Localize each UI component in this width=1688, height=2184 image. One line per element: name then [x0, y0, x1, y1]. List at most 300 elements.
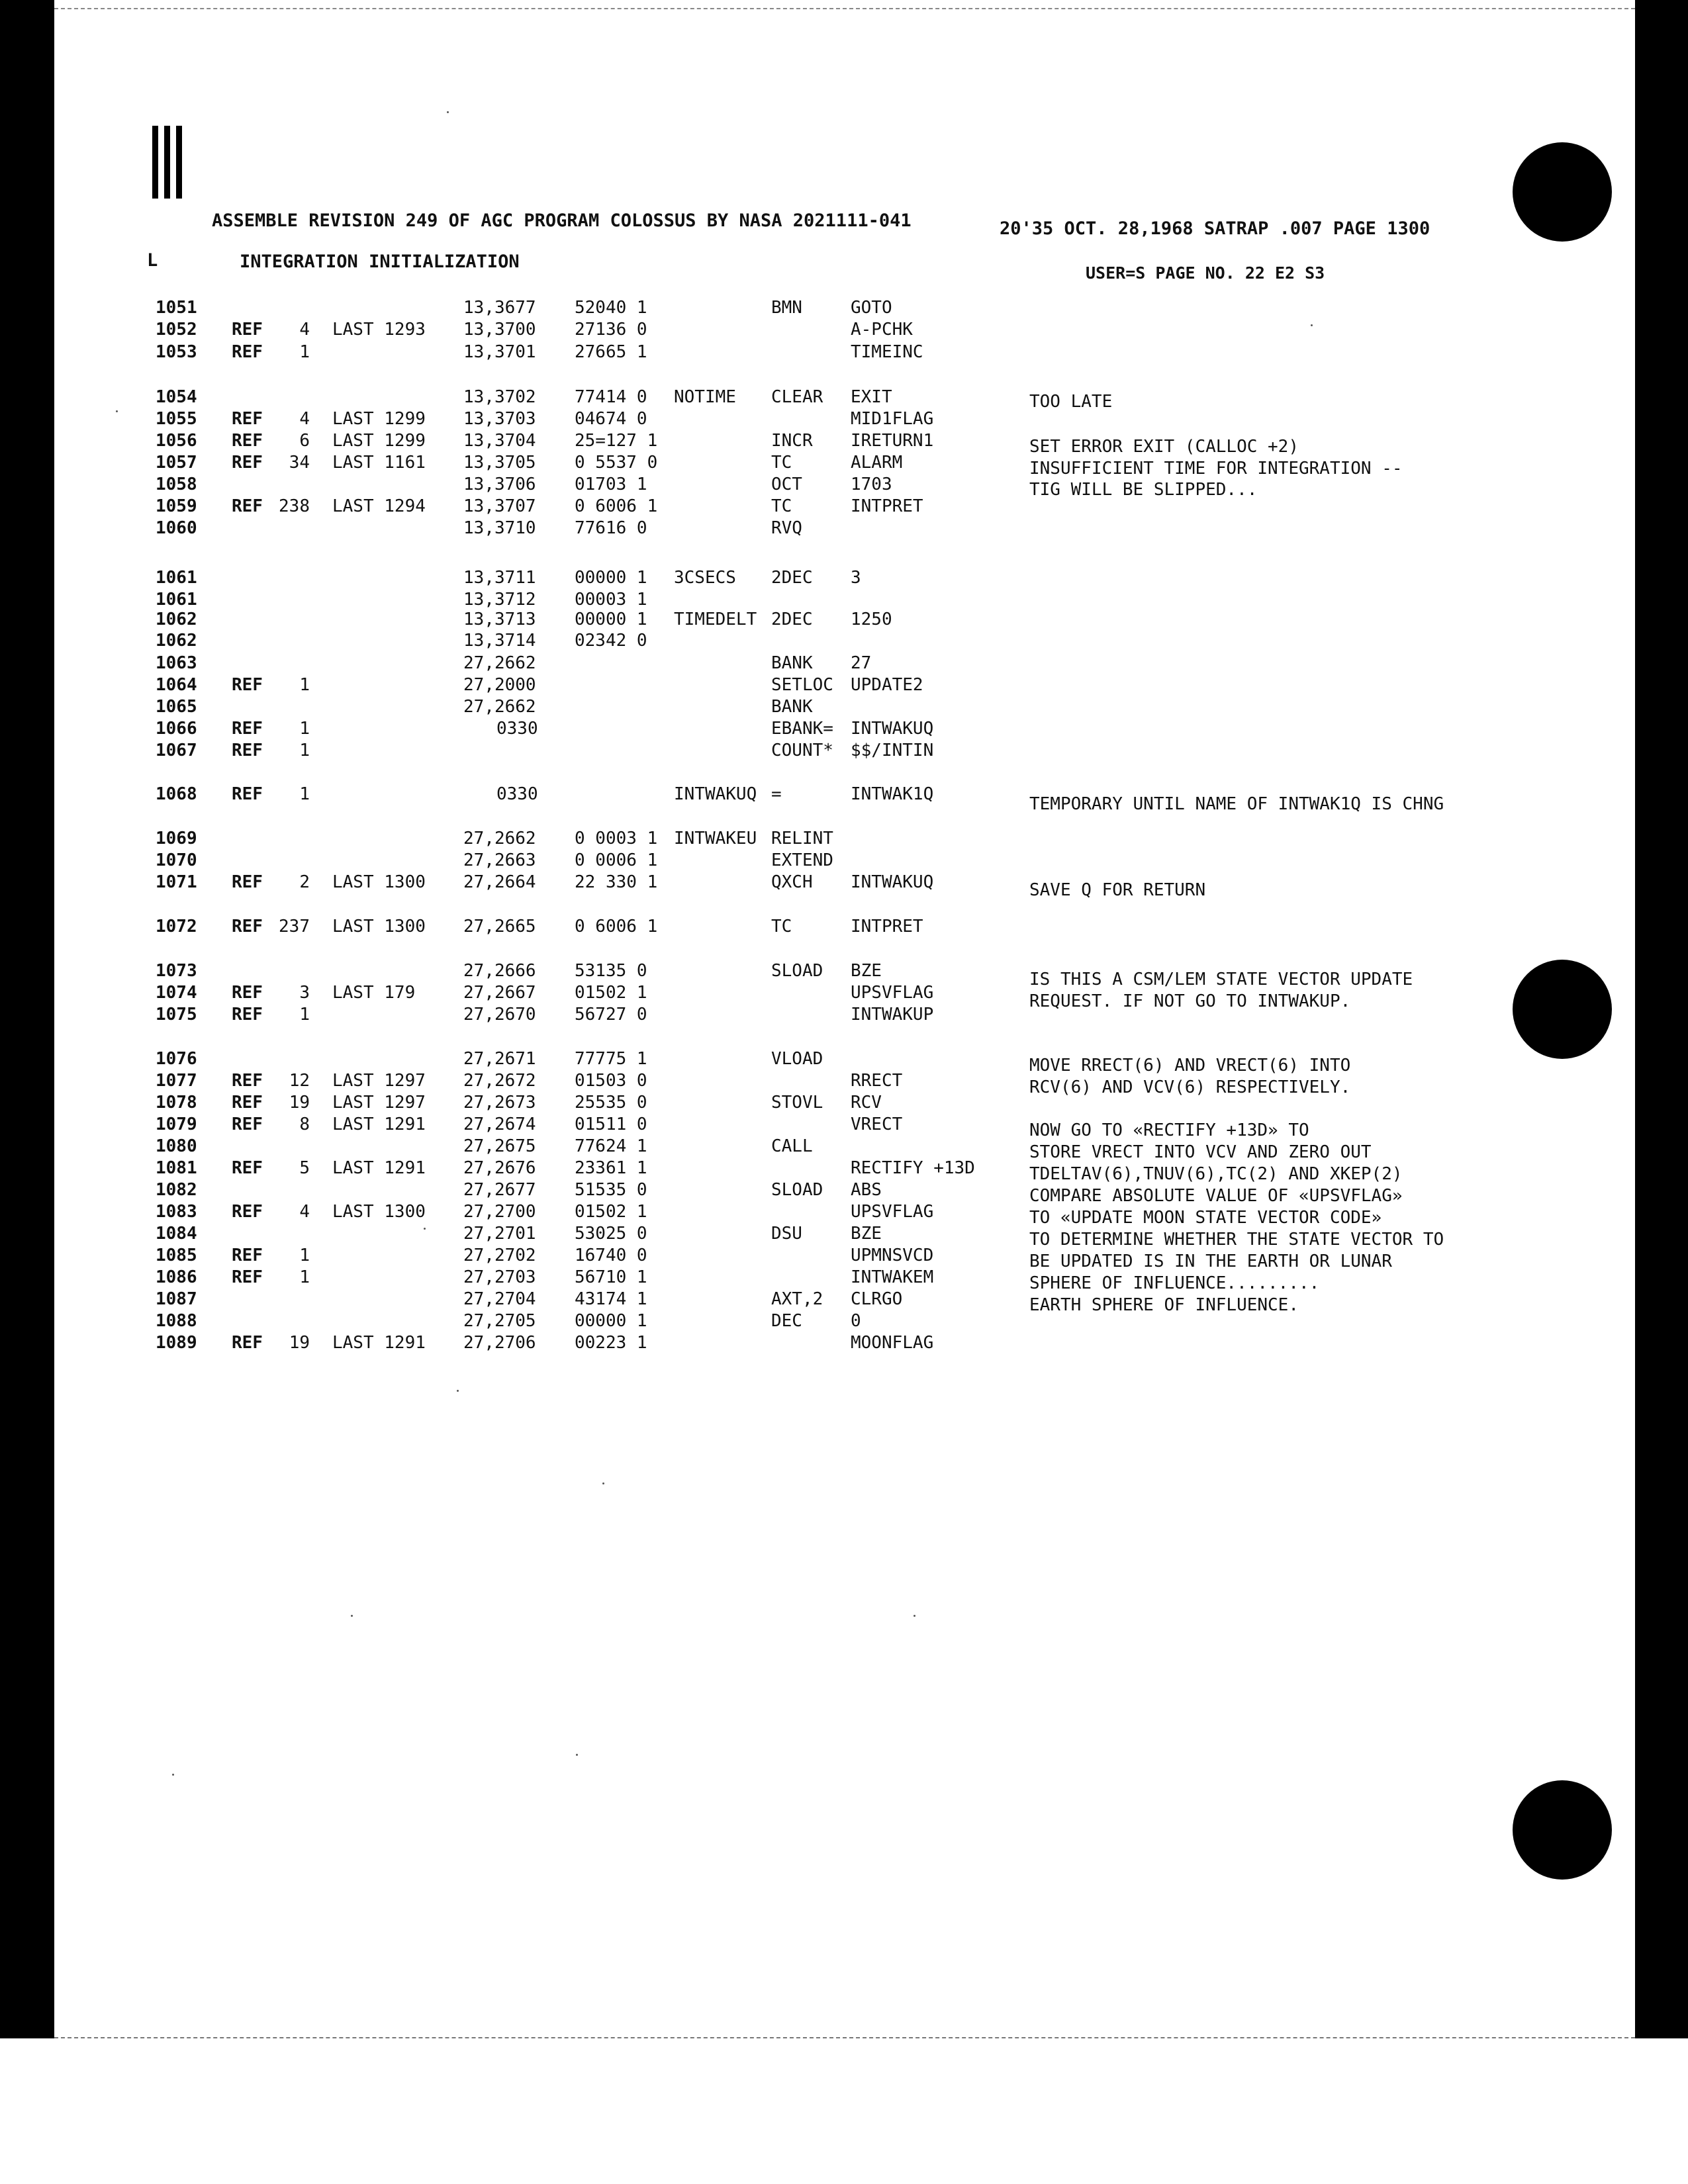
row-word: 0 6006 1: [575, 496, 658, 516]
row-operand: INTWAKUP: [851, 1005, 934, 1024]
row-line: 1074: [156, 983, 197, 1003]
row-word: 27136 0: [575, 320, 647, 340]
row-addr: 27,2675: [463, 1136, 536, 1156]
row-word: 04674 0: [575, 409, 647, 429]
row-ref: REF: [232, 872, 263, 892]
row-operand: 1250: [851, 610, 892, 629]
listing-row: [0, 983, 1688, 1005]
row-op: SLOAD: [771, 1180, 823, 1200]
row-line: 1060: [156, 518, 197, 538]
row-line: 1082: [156, 1180, 197, 1200]
row-addr: 27,2674: [463, 1115, 536, 1134]
row-line: 1081: [156, 1158, 197, 1178]
row-line: 1086: [156, 1267, 197, 1287]
row-line: 1069: [156, 829, 197, 848]
row-operand: ALARM: [851, 453, 903, 473]
row-word: 23361 1: [575, 1158, 647, 1178]
row-line: 1070: [156, 850, 197, 870]
row-ref: REF: [232, 1267, 263, 1287]
row-refn: 19: [289, 1333, 310, 1353]
row-line: 1071: [156, 872, 197, 892]
row-refn: 1: [299, 784, 310, 804]
row-word: 00000 1: [575, 568, 647, 588]
row-last: LAST 179: [332, 983, 416, 1003]
row-label: TIMEDELT: [674, 610, 757, 629]
row-line: 1058: [156, 475, 197, 494]
row-ref: REF: [232, 1158, 263, 1178]
row-addr: 13,3705: [463, 453, 536, 473]
listing-row: [0, 1289, 1688, 1312]
row-word: 0 5537 0: [575, 453, 658, 473]
row-ref: REF: [232, 1246, 263, 1265]
comment-line: TO DETERMINE WHETHER THE STATE VECTOR TO: [1029, 1230, 1444, 1250]
row-operand: EXIT: [851, 387, 892, 407]
row-ref: REF: [232, 1005, 263, 1024]
row-operand: 3: [851, 568, 861, 588]
row-addr: 27,2671: [463, 1049, 536, 1069]
row-addr: 27,2700: [463, 1202, 536, 1222]
row-line: 1061: [156, 568, 197, 588]
row-refn: 4: [299, 320, 310, 340]
row-addr: 27,2701: [463, 1224, 536, 1244]
row-line: 1079: [156, 1115, 197, 1134]
row-addr: 13,3704: [463, 431, 536, 451]
row-last: LAST 1299: [332, 409, 426, 429]
row-line: 1075: [156, 1005, 197, 1024]
listing-row: [0, 320, 1688, 342]
row-addr: 27,2704: [463, 1289, 536, 1309]
row-label: NOTIME: [674, 387, 736, 407]
row-addr: 27,2663: [463, 850, 536, 870]
row-operand: INTWAKUQ: [851, 872, 934, 892]
row-word: 01503 0: [575, 1071, 647, 1091]
row-op: TC: [771, 917, 792, 936]
row-operand: RCV: [851, 1093, 882, 1113]
row-line: 1087: [156, 1289, 197, 1309]
listing-row: [0, 518, 1688, 541]
row-line: 1062: [156, 610, 197, 629]
row-op: RVQ: [771, 518, 802, 538]
listing-row: [0, 1180, 1688, 1203]
row-operand: INTPRET: [851, 917, 923, 936]
listing-row: [0, 298, 1688, 320]
row-op: BMN: [771, 298, 802, 318]
row-op: 2DEC: [771, 610, 813, 629]
row-refn: 1: [299, 1267, 310, 1287]
row-refn: 3: [299, 983, 310, 1003]
row-line: 1063: [156, 653, 197, 673]
row-word: 0 0003 1: [575, 829, 658, 848]
row-line: 1052: [156, 320, 197, 340]
row-word: 00000 1: [575, 610, 647, 629]
row-operand: VRECT: [851, 1115, 903, 1134]
row-operand: INTWAK1Q: [851, 784, 934, 804]
row-refn: 4: [299, 409, 310, 429]
row-op: QXCH: [771, 872, 813, 892]
comment-line: NOW GO TO «RECTIFY +13D» TO: [1029, 1120, 1309, 1140]
row-word: 25=127 1: [575, 431, 658, 451]
row-addr: 27,2664: [463, 872, 536, 892]
row-op: RELINT: [771, 829, 833, 848]
listing-row: [0, 829, 1688, 851]
row-line: 1064: [156, 675, 197, 695]
row-addr: 27,2705: [463, 1311, 536, 1331]
row-word: 01502 1: [575, 983, 647, 1003]
comment-line: TEMPORARY UNTIL NAME OF INTWAK1Q IS CHNG: [1029, 794, 1444, 814]
row-ref: REF: [232, 1115, 263, 1134]
row-word: 77775 1: [575, 1049, 647, 1069]
row-addr: 13,3703: [463, 409, 536, 429]
listing-row: [0, 653, 1688, 676]
listing-row: [0, 1202, 1688, 1224]
row-addr: 27,2677: [463, 1180, 536, 1200]
row-addr: 13,3700: [463, 320, 536, 340]
row-line: 1053: [156, 342, 197, 362]
row-line: 1077: [156, 1071, 197, 1091]
row-word: 02342 0: [575, 631, 647, 651]
row-operand: ABS: [851, 1180, 882, 1200]
row-addr: 27,2000: [463, 675, 536, 695]
section-title: INTEGRATION INITIALIZATION: [240, 251, 520, 272]
row-addr: 27,2662: [463, 829, 536, 848]
row-addr: 13,3706: [463, 475, 536, 494]
row-word: 00000 1: [575, 1311, 647, 1331]
row-op: EXTEND: [771, 850, 833, 870]
row-operand: $$/INTIN: [851, 741, 934, 760]
row-ref: REF: [232, 496, 263, 516]
row-line: 1072: [156, 917, 197, 936]
row-line: 1054: [156, 387, 197, 407]
row-refn: 6: [299, 431, 310, 451]
row-ref: REF: [232, 342, 263, 362]
listing-row: [0, 431, 1688, 453]
listing-row: [0, 496, 1688, 519]
row-word: 77616 0: [575, 518, 647, 538]
row-op: AXT,2: [771, 1289, 823, 1309]
row-refn: 1: [299, 719, 310, 739]
row-ref: REF: [232, 1202, 263, 1222]
scan-speck: [116, 410, 118, 412]
row-operand: A-PCHK: [851, 320, 913, 340]
top-edge-line: [54, 8, 1635, 9]
comment-line: RCV(6) AND VCV(6) RESPECTIVELY.: [1029, 1077, 1351, 1097]
row-operand: UPMNSVCD: [851, 1246, 934, 1265]
row-last: LAST 1300: [332, 1202, 426, 1222]
listing-row: [0, 1311, 1688, 1334]
row-last: LAST 1291: [332, 1158, 426, 1178]
row-line: 1068: [156, 784, 197, 804]
row-addr: 27,2665: [463, 917, 536, 936]
row-operand: GOTO: [851, 298, 892, 318]
row-addr: 13,3677: [463, 298, 536, 318]
row-word: 53025 0: [575, 1224, 647, 1244]
scan-speck: [351, 1615, 353, 1617]
row-line: 1057: [156, 453, 197, 473]
row-refn: 1: [299, 1005, 310, 1024]
row-addr: 13,3714: [463, 631, 536, 651]
row-refn: 34: [289, 453, 310, 473]
row-word: 00223 1: [575, 1333, 647, 1353]
row-op: TC: [771, 496, 792, 516]
row-operand: 1703: [851, 475, 892, 494]
row-word: 53135 0: [575, 961, 647, 981]
row-op: EBANK=: [771, 719, 833, 739]
row-addr: 0330: [496, 784, 538, 804]
listing-row: [0, 850, 1688, 873]
row-line: 1051: [156, 298, 197, 318]
listing-row: [0, 917, 1688, 939]
row-last: LAST 1291: [332, 1115, 426, 1134]
row-refn: 5: [299, 1158, 310, 1178]
row-ref: REF: [232, 409, 263, 429]
listing-row: [0, 1333, 1688, 1355]
row-operand: BZE: [851, 961, 882, 981]
listing-row: [0, 568, 1688, 590]
row-op: CALL: [771, 1136, 813, 1156]
comment-line: BE UPDATED IS IN THE EARTH OR LUNAR: [1029, 1251, 1392, 1271]
scan-speck: [602, 1482, 604, 1484]
row-word: 77624 1: [575, 1136, 647, 1156]
row-word: 51535 0: [575, 1180, 647, 1200]
row-ref: REF: [232, 1071, 263, 1091]
row-addr: 13,3710: [463, 518, 536, 538]
row-last: LAST 1300: [332, 917, 426, 936]
row-addr: 27,2670: [463, 1005, 536, 1024]
row-refn: 12: [289, 1071, 310, 1091]
row-operand: UPDATE2: [851, 675, 923, 695]
row-operand: RECTIFY +13D: [851, 1158, 975, 1178]
listing-row: [0, 1005, 1688, 1027]
row-line: 1084: [156, 1224, 197, 1244]
scan-speck: [914, 1615, 915, 1617]
row-addr: 27,2676: [463, 1158, 536, 1178]
listing-row: [0, 1115, 1688, 1137]
page-header-right: 20'35 OCT. 28,1968 SATRAP .007 PAGE 1300: [1000, 218, 1430, 239]
listing-row: [0, 1071, 1688, 1093]
row-last: LAST 1300: [332, 872, 426, 892]
row-line: 1059: [156, 496, 197, 516]
listing-row: [0, 741, 1688, 763]
row-ref: REF: [232, 453, 263, 473]
comment-line: TOO LATE: [1029, 392, 1113, 412]
row-addr: 27,2662: [463, 653, 536, 673]
row-ref: REF: [232, 675, 263, 695]
comment-line: MOVE RRECT(6) AND VRECT(6) INTO: [1029, 1056, 1351, 1075]
row-line: 1061: [156, 590, 197, 610]
row-addr: 27,2703: [463, 1267, 536, 1287]
comment-line: REQUEST. IF NOT GO TO INTWAKUP.: [1029, 991, 1351, 1011]
row-operand: TIMEINC: [851, 342, 923, 362]
row-operand: UPSVFLAG: [851, 1202, 934, 1222]
user-page-number: USER=S PAGE NO. 22 E2 S3: [1086, 263, 1325, 283]
row-ref: REF: [232, 917, 263, 936]
row-word: 01703 1: [575, 475, 647, 494]
listing-row: [0, 872, 1688, 895]
row-op: 2DEC: [771, 568, 813, 588]
scan-speck: [447, 111, 449, 113]
row-line: 1085: [156, 1246, 197, 1265]
row-word: 01511 0: [575, 1115, 647, 1134]
row-line: 1073: [156, 961, 197, 981]
row-refn: 4: [299, 1202, 310, 1222]
row-operand: INTWAKUQ: [851, 719, 934, 739]
listing-row: [0, 1136, 1688, 1159]
row-operand: INTPRET: [851, 496, 923, 516]
row-op: COUNT*: [771, 741, 833, 760]
row-op: INCR: [771, 431, 813, 451]
row-addr: 13,3701: [463, 342, 536, 362]
row-addr: 27,2667: [463, 983, 536, 1003]
row-word: 56727 0: [575, 1005, 647, 1024]
scan-speck: [172, 1774, 174, 1776]
row-op: TC: [771, 453, 792, 473]
row-label: INTWAKUQ: [674, 784, 757, 804]
row-line: 1080: [156, 1136, 197, 1156]
row-refn: 1: [299, 1246, 310, 1265]
row-refn: 237: [279, 917, 310, 936]
row-operand: 27: [851, 653, 872, 673]
comment-line: EARTH SPHERE OF INFLUENCE.: [1029, 1295, 1299, 1315]
punch-hole-bottom: [1513, 1780, 1612, 1880]
row-line: 1055: [156, 409, 197, 429]
row-op: BANK: [771, 697, 813, 717]
row-operand: INTWAKEM: [851, 1267, 934, 1287]
listing-row: [0, 475, 1688, 497]
row-word: 56710 1: [575, 1267, 647, 1287]
listing-row: [0, 961, 1688, 983]
comment-line: COMPARE ABSOLUTE VALUE OF «UPSVFLAG»: [1029, 1186, 1403, 1206]
row-line: 1076: [156, 1049, 197, 1069]
row-line: 1078: [156, 1093, 197, 1113]
row-label: 3CSECS: [674, 568, 736, 588]
row-addr: 13,3712: [463, 590, 536, 610]
row-ref: REF: [232, 983, 263, 1003]
row-operand: 0: [851, 1311, 861, 1331]
row-operand: BZE: [851, 1224, 882, 1244]
punch-hole-top: [1513, 142, 1612, 242]
row-addr: 13,3702: [463, 387, 536, 407]
row-line: 1083: [156, 1202, 197, 1222]
row-op: OCT: [771, 475, 802, 494]
row-addr: 0330: [496, 719, 538, 739]
row-last: LAST 1293: [332, 320, 426, 340]
comment-line: SET ERROR EXIT (CALLOC +2): [1029, 437, 1299, 457]
row-word: 52040 1: [575, 298, 647, 318]
row-word: 43174 1: [575, 1289, 647, 1309]
row-ref: REF: [232, 719, 263, 739]
row-refn: 2: [299, 872, 310, 892]
comment-line: SAVE Q FOR RETURN: [1029, 880, 1206, 900]
row-line: 1088: [156, 1311, 197, 1331]
row-line: 1067: [156, 741, 197, 760]
binder-tick-marks: [152, 126, 188, 201]
comment-line: TO «UPDATE MOON STATE VECTOR CODE»: [1029, 1208, 1382, 1228]
row-last: LAST 1161: [332, 453, 426, 473]
row-line: 1056: [156, 431, 197, 451]
row-refn: 8: [299, 1115, 310, 1134]
row-op: =: [771, 784, 782, 804]
scan-speck: [576, 1754, 578, 1756]
row-line: 1066: [156, 719, 197, 739]
row-refn: 19: [289, 1093, 310, 1113]
row-op: CLEAR: [771, 387, 823, 407]
row-operand: IRETURN1: [851, 431, 934, 451]
row-ref: REF: [232, 431, 263, 451]
comment-line: TIG WILL BE SLIPPED...: [1029, 480, 1258, 500]
row-ref: REF: [232, 741, 263, 760]
listing-row: [0, 1267, 1688, 1290]
row-op: DEC: [771, 1311, 802, 1331]
row-last: LAST 1299: [332, 431, 426, 451]
row-word: 01502 1: [575, 1202, 647, 1222]
row-ref: REF: [232, 1093, 263, 1113]
row-addr: 27,2672: [463, 1071, 536, 1091]
row-op: SLOAD: [771, 961, 823, 981]
listing-row: [0, 675, 1688, 698]
row-refn: 1: [299, 741, 310, 760]
comment-line: TDELTAV(6),TNUV(6),TC(2) AND XKEP(2): [1029, 1164, 1403, 1184]
bottom-edge-line: [54, 2037, 1635, 2038]
listing-row: [0, 387, 1688, 410]
listing-row: [0, 590, 1688, 612]
row-operand: UPSVFLAG: [851, 983, 934, 1003]
listing-row: [0, 342, 1688, 365]
comment-line: IS THIS A CSM/LEM STATE VECTOR UPDATE: [1029, 970, 1413, 989]
row-word: 27665 1: [575, 342, 647, 362]
row-addr: 27,2706: [463, 1333, 536, 1353]
row-last: LAST 1294: [332, 496, 426, 516]
row-last: LAST 1291: [332, 1333, 426, 1353]
listing-row: [0, 610, 1688, 632]
comment-line: SPHERE OF INFLUENCE.........: [1029, 1273, 1320, 1293]
row-addr: 27,2666: [463, 961, 536, 981]
row-operand: MID1FLAG: [851, 409, 934, 429]
section-marker: L: [147, 250, 158, 271]
row-addr: 13,3713: [463, 610, 536, 629]
row-operand: RRECT: [851, 1071, 903, 1091]
page-header-left: ASSEMBLE REVISION 249 OF AGC PROGRAM COLOSSUS BY NASA 2021111-041: [212, 210, 912, 231]
row-ref: REF: [232, 1333, 263, 1353]
listing-row: [0, 697, 1688, 719]
listing-row: [0, 1093, 1688, 1115]
comment-line: STORE VRECT INTO VCV AND ZERO OUT: [1029, 1142, 1372, 1162]
scan-speck: [1311, 324, 1313, 326]
row-line: 1089: [156, 1333, 197, 1353]
row-addr: 27,2662: [463, 697, 536, 717]
row-word: 77414 0: [575, 387, 647, 407]
row-word: 0 6006 1: [575, 917, 658, 936]
row-op: BANK: [771, 653, 813, 673]
row-operand: CLRGO: [851, 1289, 903, 1309]
row-line: 1062: [156, 631, 197, 651]
row-op: SETLOC: [771, 675, 833, 695]
row-word: 16740 0: [575, 1246, 647, 1265]
row-operand: MOONFLAG: [851, 1333, 934, 1353]
row-op: STOVL: [771, 1093, 823, 1113]
row-refn: 1: [299, 675, 310, 695]
scan-speck: [424, 1228, 426, 1230]
row-word: 00003 1: [575, 590, 647, 610]
row-op: VLOAD: [771, 1049, 823, 1069]
row-word: 22 330 1: [575, 872, 658, 892]
listing-row: [0, 409, 1688, 432]
row-label: INTWAKEU: [674, 829, 757, 848]
row-last: LAST 1297: [332, 1071, 426, 1091]
row-ref: REF: [232, 784, 263, 804]
row-addr: 13,3707: [463, 496, 536, 516]
listing-row: [0, 453, 1688, 475]
row-word: 0 0006 1: [575, 850, 658, 870]
